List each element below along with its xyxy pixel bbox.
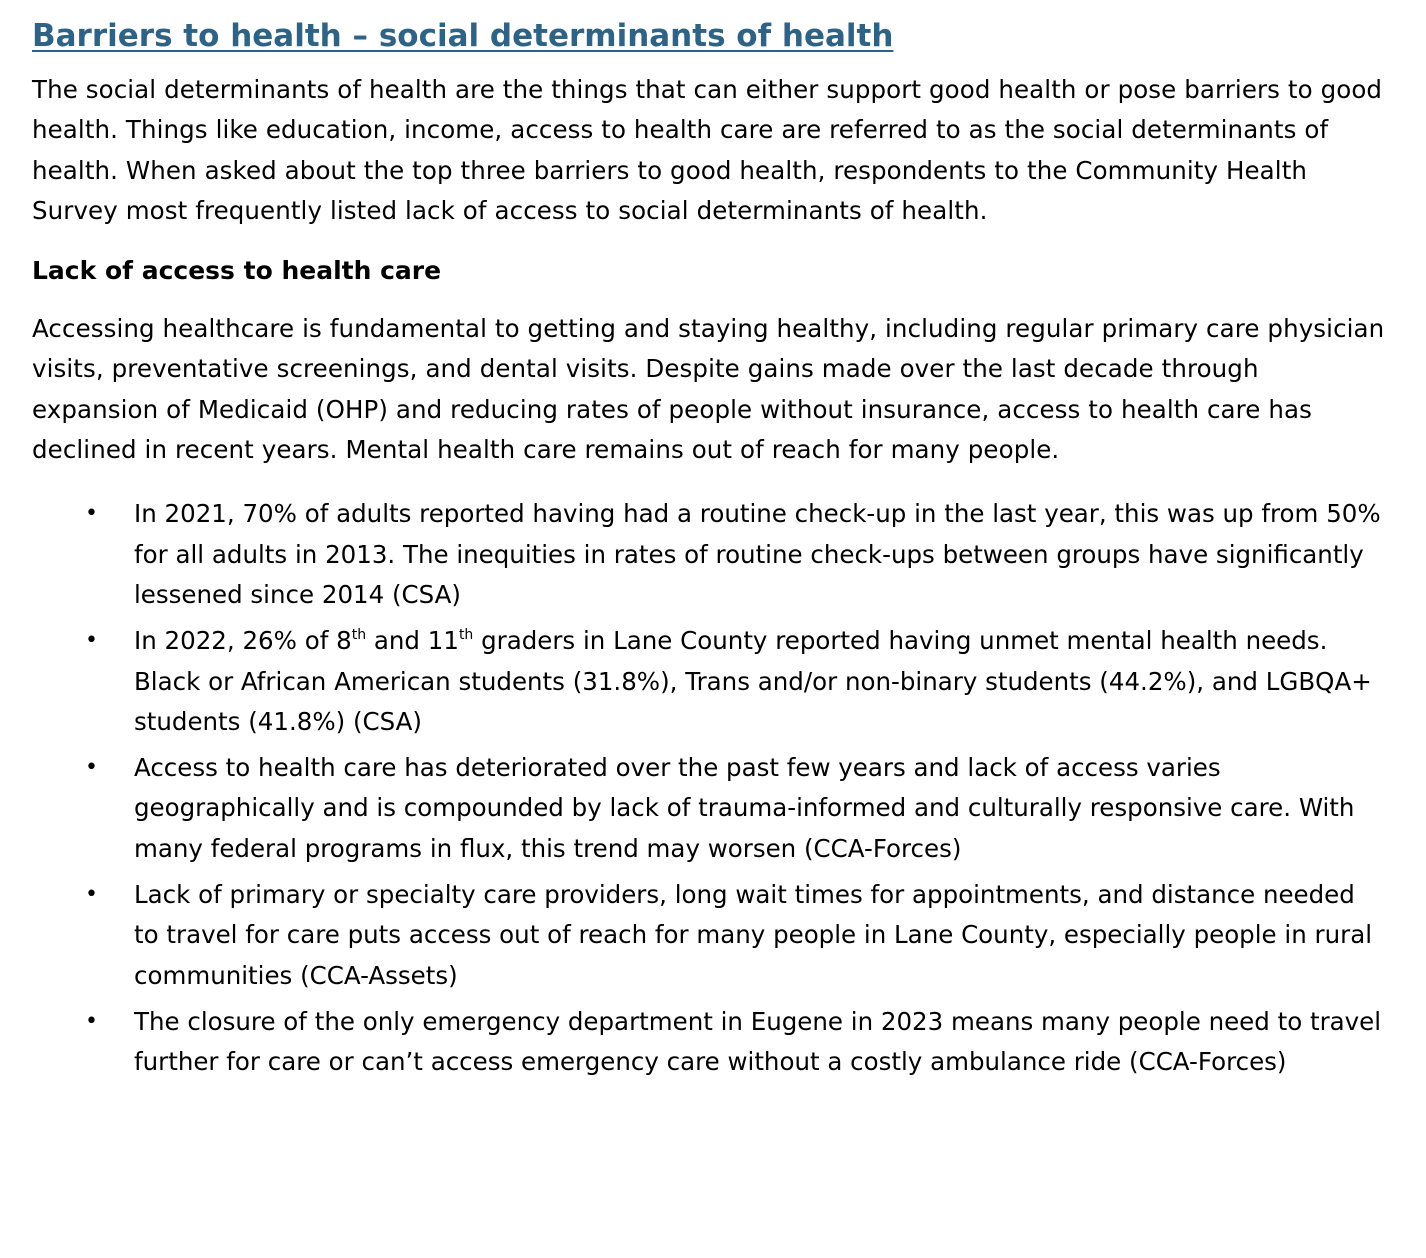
subheading-access-to-care: Lack of access to health care — [32, 256, 442, 286]
ordinal-superscript: th — [351, 627, 367, 644]
bullet-icon: • — [85, 628, 98, 654]
bullet-icon: • — [85, 1008, 98, 1034]
bullet-text — [134, 626, 1372, 736]
list-item — [32, 494, 1386, 615]
list-item — [32, 875, 1386, 996]
bullet-text-part: In 2022, 26% of 8 — [134, 626, 352, 656]
list-item — [32, 1002, 1386, 1083]
findings-list — [32, 494, 1386, 1082]
list-item — [32, 621, 1386, 742]
bullet-icon: • — [85, 755, 98, 781]
list-item — [32, 748, 1386, 869]
bullet-text: Lack of primary or specialty care providers, long wait times for appointments, and distance needed to travel for care puts access out of reach for many people in Lane County, especially people in rural communities (CCA-Assets) — [134, 880, 1373, 990]
bullet-icon: • — [85, 501, 98, 527]
bullet-text-part: graders in Lane County reported having unmet mental health needs. Black or African American students (31.8%), Trans and/or non-binary students (44.2%), and LGBQA+ students (41.8%) (CSA) — [134, 626, 1372, 736]
access-paragraph: Accessing healthcare is fundamental to getting and staying healthy, including regular primary care physician visits, preventative screenings, and dental visits. Despite gains made over the last decade through expansion of Medicaid (OHP) and reducing rates of people without insurance, access to health care has declined in recent years. Mental health care remains out of reach for many people. — [32, 314, 1385, 465]
bullet-text-part: and 11 — [366, 626, 459, 656]
intro-paragraph: The social determinants of health are the things that can either support good health or pose barriers to good health. Things like education, income, access to health care are referred to as the social determinants of health. When asked about the top three barriers to good health, respondents to the Community Health Survey most frequently listed lack of access to social determinants of health. — [32, 75, 1383, 225]
ordinal-superscript: th — [458, 627, 474, 644]
bullet-text: In 2021, 70% of adults reported having had a routine check-up in the last year, this was up from 50% for all adults in 2013. The inequities in rates of routine check-ups between groups have significantly lessened since 2014 (CSA) — [134, 499, 1381, 609]
bullet-text: Access to health care has deteriorated over the past few years and lack of access varies geographically and is compounded by lack of trauma-informed and culturally responsive care. With many federal programs in flux, this trend may worsen (CCA-Forces) — [134, 753, 1355, 863]
section-heading: Barriers to health – social determinants of health — [32, 18, 894, 54]
bullet-text: The closure of the only emergency department in Eugene in 2023 means many people need to travel further for care or can’t access emergency care without a costly ambulance ride (CCA-Forces) — [134, 1006, 1382, 1077]
bullet-icon: • — [85, 882, 98, 908]
